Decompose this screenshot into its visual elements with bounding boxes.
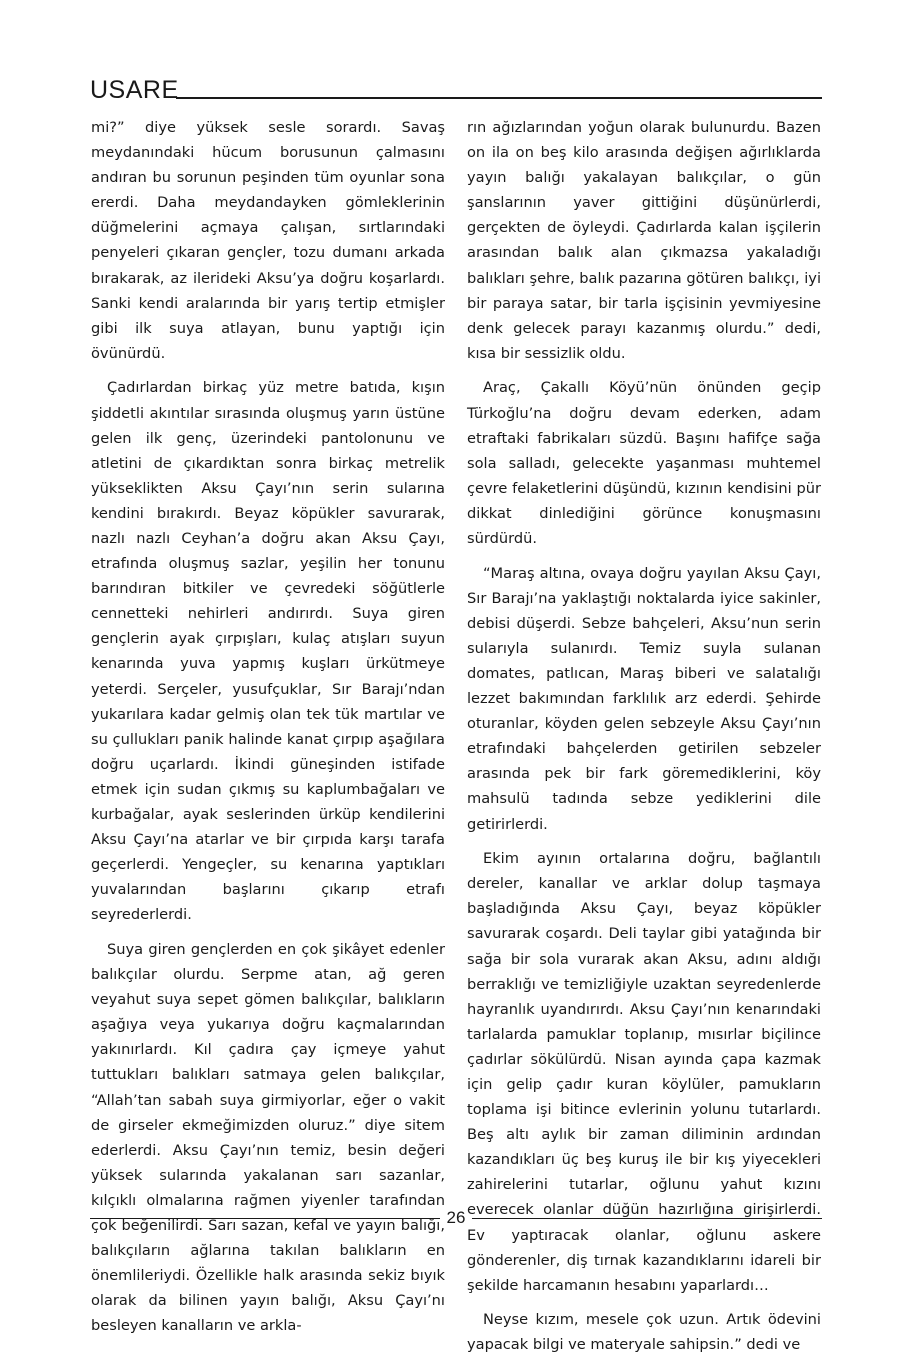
paragraph: Ekim ayının ortalarına doğru, bağlantılı dereler, kanallar ve arklar dolup taşmaya başladığında Aksu Çayı, beyaz köpükler savurarak coşardı. Deli taylar gibi yatağında bir sağa bir sola vurarak akan Aksu, adını aldığı berraklığı ve temizliğiyle uzaktan seyredenlerde hayranlık uyandırırdı. Aksu Çayı’nın kenarındaki tarlalarda pamuklar toplanıp, mısırlar biçilince çadırlar sökülürdü. Nisan ayında çapa kazmak için gelip çadır kuran köylüler, pamukların toplama işi bitince evlerinin yolunu tutarlardı. Beş altı aylık bir zaman diliminin ardından kazandıkları üç beş kuruş ile bir kış yiyecekleri zahirelerini tutarlar, oğlunu yahut kızını everecek olanlar düğün hazırlığına girişirlerdi. Ev yaptıracak olanlar, oğlunu askere gönderenler, diş tırnak kazandıklarını idareli bir şekilde harcamanın hesabını yaparlardı… bbox=[467, 850, 821, 1294]
left-column bbox=[91, 115, 445, 1348]
paragraph: mi?” diye yüksek sesle sorardı. Savaş meydanındaki hücum borusunun çalmasını andıran bu sorunun peşinden tüm oyunlar sona ererdi. Daha meydandayken gömleklerinin düğmelerini açmaya çalışan, sırtlarındaki penyeleri çıkaran gençler, tozu dumanı arkada bırakarak, az ilerideki Aksu’ya doğru koşarlardı. Sanki kendi aralarında bir yarış tertip etmişler gibi ilk suya atlayan, bunu yaptığı için övünürdü. bbox=[91, 119, 445, 362]
page-number: 26 bbox=[446, 1208, 466, 1227]
footer-rule-right bbox=[472, 1218, 822, 1219]
paragraph: rın ağızlarından yoğun olarak bulunurdu. Bazen on ila on beş kilo arasında değişen ağırlıklarda yayın balığı yakalayan balıkçılar, o gün şanslarının yaver gittiğini düşünürlerdi, gerçekten de öyleydi. Çadırlarda kalan işçilerin arasından balık alan çıkmazsa yakaladığı balıkları şehre, balık pazarına götüren balıkçı, iyi bir paraya satar, bir tarla işçisinin yevmiyesine denk gelecek parayı kazanmış olurdu.” dedi, kısa bir sessizlik oldu. bbox=[467, 119, 821, 362]
paragraph: Çadırlardan birkaç yüz metre batıda, kışın şiddetli akıntılar sırasında oluşmuş yarın üstüne gelen ilk genç, üzerindeki pantolonunu ve atletini de çıkardıktan sonra birkaç metrelik yükseklikten Aksu Çayı’nın serin sularına kendini bırakırdı. Beyaz köpükler savurarak, nazlı nazlı Ceyhan’a doğru akan Aksu Çayı, etrafında oluşmuş sazlar, yeşilin her tonunu barındıran bitkiler ve çevredeki söğütlerle cennetteki nehirleri andırırdı. Suya giren gençlerin ayak çırpışları, kulaç atışları suyun kenarında yuva yapmış kuşları ürkütmeye yeterdi. Serçeler, yusufçuklar, Sır Barajı’ndan yukarılara kadar gelmiş olan tek tük martılar ve su çullukları panik halinde kanat çırpıp aşağılara doğru uçarlardı. İkindi güneşinden istifade etmek için sudan çıkmış su kaplumbağaları ve kurbağalar, ayak seslerinden ürküp kendilerini Aksu Çayı’na atarlar ve bir çırpıda karşı tarafa geçerlerdi. Yengeçler, su kenarına yaptıkları yuvalarından başlarını çıkarıp etrafı seyrederlerdi. bbox=[91, 379, 445, 924]
paragraph: “Maraş altına, ovaya doğru yayılan Aksu Çayı, Sır Barajı’na yaklaştığı noktalarda iyice sakinler, debisi düşerdi. Sebze bahçeleri, Aksu’nun serin sularıyla sulanırdı. Temiz suyla sulanan domates, patlıcan, Maraş biberi ve salatalığı lezzet bakımından farklılık arz ederdi. Şehirde oturanlar, köyden gelen sebzeyle Aksu Çayı’nın etrafındaki bahçelerden getirilen sebzeler arasında pek bir fark göremediklerini, köy mahsulü tadında sebze yediklerini dile getirirlerdi. bbox=[467, 564, 821, 833]
footer-rule-left bbox=[90, 1218, 440, 1219]
right-column bbox=[467, 115, 821, 1367]
page-footer bbox=[90, 1204, 822, 1234]
paragraph: Araç, Çakallı Köyü’nün önünden geçip Türkoğlu’na doğru devam ederken, adam etraftaki fabrikaları süzdü. Başını hafifçe sağa sola salladı, gelecekte yaşanması muhtemel çevre felaketlerini düşündü, kızının kendisini pür dikkat dinlediğini görünce konuşmasını sürdürdü. bbox=[467, 379, 821, 547]
running-header bbox=[90, 74, 822, 106]
paragraph: Suya giren gençlerden en çok şikâyet edenler balıkçılar olurdu. Serpme atan, ağ geren veyahut suya sepet gömen balıkçılar, balıkların aşağıya veya yukarıya doğru kaçmalarından yakınırlardı. Kıl çadıra çay içmeye yahut tuttukları balıkları satmaya gelen balıkçılar, “Allah’tan sabah suya girmiyorlar, eğer o vakit de girseler ekmeğimizden oluruz.” diye sitem ederlerdi. Aksu Çayı’nın temiz, besin değeri yüksek sularında yakalanan sarı sazanlar, kılçıklı olmalarına rağmen yiyenler tarafından çok beğenilirdi. Sarı sazan, kefal ve yayın balığı, balıkçıların ağlarına takılan balıkların en önemlileriydi. Özellikle halk arasında sekiz bıyık olarak da bilinen yayın balığı, Aksu Çayı’nı besleyen kanalların ve arkla- bbox=[91, 941, 445, 1335]
publication-title: USARE bbox=[90, 76, 179, 104]
paragraph: Neyse kızım, mesele çok uzun. Artık ödevini yapacak bilgi ve materyale sahipsin.” dedi ve bbox=[467, 1311, 821, 1354]
header-rule bbox=[176, 97, 822, 99]
